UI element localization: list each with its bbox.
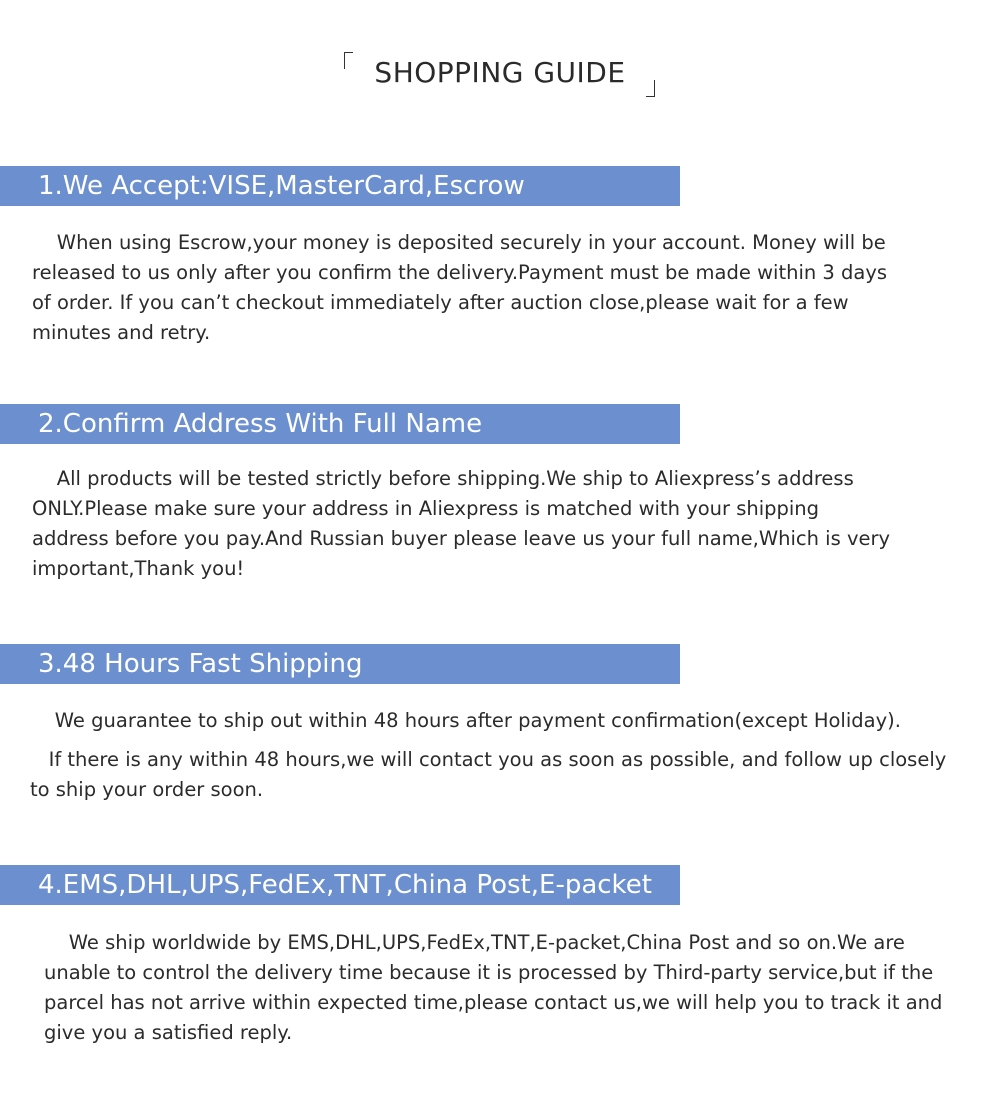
- page-header: [0, 48, 1000, 104]
- text-line: to ship your order soon.: [30, 778, 264, 801]
- section-text-shipping-time-1: [30, 706, 901, 736]
- section-text-shipping-time-2: [30, 745, 946, 805]
- section-text-carriers: [44, 928, 942, 1048]
- text-line: of order. If you can’t checkout immediately after auction close,please wait for a few: [32, 291, 849, 314]
- text-line: minutes and retry.: [32, 321, 211, 344]
- section-heading-carriers: 4.EMS,DHL,UPS,FedEx,TNT,China Post,E-packet: [0, 865, 680, 905]
- section-heading-address: 2.Confirm Address With Full Name: [0, 404, 680, 444]
- section-heading-payment: 1.We Accept:VISE,MasterCard,Escrow: [0, 166, 680, 206]
- section-text-payment: [32, 228, 887, 348]
- text-line: address before you pay.And Russian buyer please leave us your full name,Which is very: [32, 527, 891, 550]
- text-line: unable to control the delivery time because it is processed by Third-party service,but if the: [44, 961, 934, 984]
- corner-bracket-bottom-right-icon: [646, 80, 655, 97]
- text-line: important,Thank you!: [32, 557, 245, 580]
- page-title: SHOPPING GUIDE: [374, 56, 626, 89]
- text-line: released to us only after you confirm the delivery.Payment must be made within 3 days: [32, 261, 888, 284]
- text-line: We guarantee to ship out within 48 hours after payment confirmation(except Holiday).: [30, 709, 901, 732]
- text-line: We ship worldwide by EMS,DHL,UPS,FedEx,TNT,E-packet,China Post and so on.We are: [44, 931, 905, 954]
- text-line: All products will be tested strictly before shipping.We ship to Aliexpress’s address: [32, 467, 854, 490]
- text-line: parcel has not arrive within expected time,please contact us,we will help you to track it and: [44, 991, 943, 1014]
- text-line: give you a satisfied reply.: [44, 1021, 293, 1044]
- text-line: ONLY.Please make sure your address in Aliexpress is matched with your shipping: [32, 497, 820, 520]
- text-line: When using Escrow,your money is deposited securely in your account. Money will be: [32, 231, 886, 254]
- section-heading-shipping-time: 3.48 Hours Fast Shipping: [0, 644, 680, 684]
- text-line: If there is any within 48 hours,we will contact you as soon as possible, and follow up closely: [30, 748, 947, 771]
- section-text-address: [32, 464, 890, 584]
